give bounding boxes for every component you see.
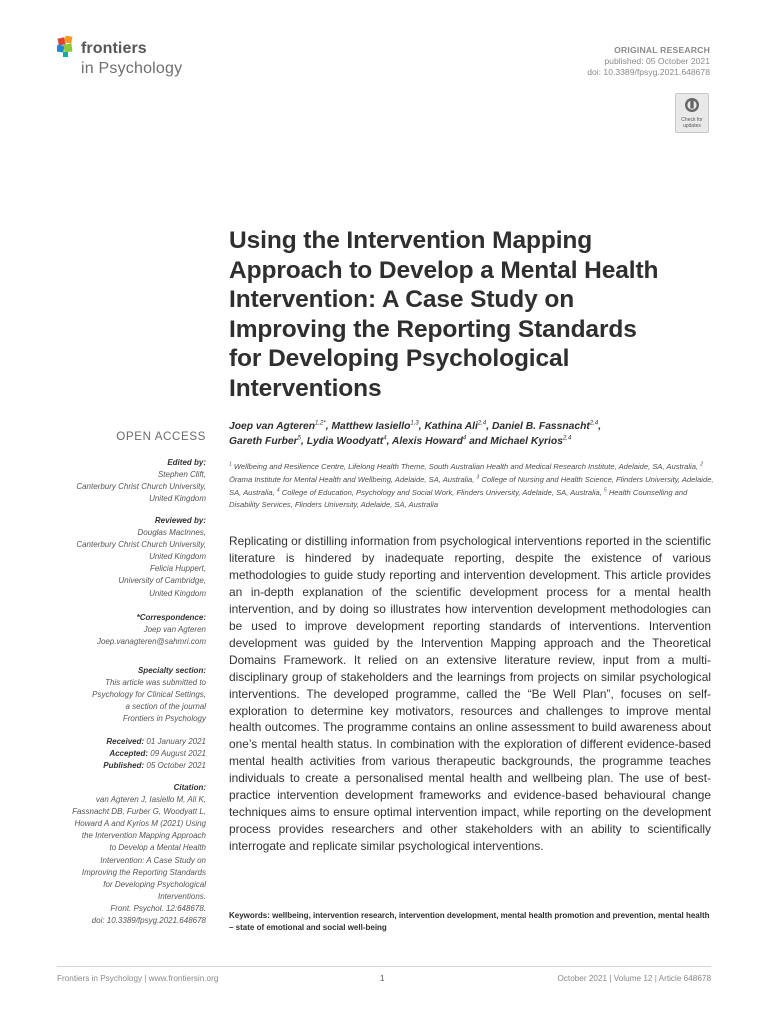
published-value: 05 October 2021	[144, 761, 206, 771]
specialty-section	[92, 665, 206, 725]
specialty-line: a section of the journal	[125, 702, 206, 712]
author-list	[229, 419, 699, 450]
citation-heading: Citation:	[173, 783, 206, 792]
title-line: Approach to Develop a Mental Health	[229, 256, 659, 284]
affiliation-marker: 5	[603, 487, 607, 494]
author-name[interactable]: Michael Kyrios	[490, 436, 563, 448]
affiliation-text: Ōrama Institute for Mental Health and Wellbeing, Adelaide, SA, Australia,	[229, 474, 477, 484]
author-name[interactable]: Matthew Iasiello	[331, 421, 411, 432]
published-date: published: 05 October 2021	[604, 56, 710, 66]
affiliation-marker: 2	[700, 461, 703, 468]
citation-line: the Intervention Mapping Approach	[81, 831, 206, 841]
author-affiliation-marker: 4	[462, 435, 467, 442]
citation-line: Interventions.	[157, 891, 206, 901]
editor-line: Canterbury Christ Church University,	[76, 482, 206, 492]
citation-line: Front. Psychol. 12:648678.	[110, 903, 206, 913]
citation-line: for Developing Psychological	[103, 879, 206, 889]
title-line: Using the Intervention Mapping	[229, 227, 593, 254]
title-line: Improving the Reporting Standards	[229, 315, 637, 343]
title-line: Intervention: A Case Study on	[229, 286, 575, 314]
author-affiliation-marker: 2,4	[562, 435, 572, 442]
affiliation-text: Health Counselling and Disability Services, Flinders University, Adelaide, SA, Australia	[229, 487, 688, 510]
correspondence-email-link[interactable]: Joep.vanagteren@sahmri.com	[96, 637, 206, 647]
author-name[interactable]: Lydia Woodyatt	[306, 436, 384, 448]
affiliation-text: Wellbeing and Resilience Centre, Lifelong Health Theme, South Australian Health and Medical Research Institute, Adelaide, SA, Australia,	[231, 462, 701, 471]
title-line: Interventions	[229, 374, 382, 402]
specialty-line: This article was submitted to	[105, 678, 206, 688]
received-label: Received:	[106, 737, 145, 746]
page-number: 1	[380, 974, 385, 983]
check-updates-label-2: updates	[683, 122, 701, 129]
author-affiliation-marker: 1,2*	[315, 420, 326, 427]
author-separator: ,	[325, 421, 332, 432]
citation-section	[72, 782, 206, 927]
published-label: Published:	[103, 761, 145, 771]
citation-line: Fassnacht DB, Furber G, Woodyatt L,	[72, 807, 206, 817]
edited-by-section	[76, 457, 206, 505]
reviewer-line: Canterbury Christ Church University,	[76, 540, 206, 550]
author-separator: ,	[598, 421, 602, 432]
received-value: 01 January 2021	[144, 737, 206, 746]
author-name[interactable]: Alexis Howard	[391, 436, 463, 448]
abstract-text: Replicating or distilling information from psychological interventions reported in the scientific literature is hindered by inadequate reporting, despite the existence of various methodologies to guide study reporting and intervention development. This article provides an in-depth explanation of the scientific development process for a mental health intervention, and by doing so illustrates how intervention development methodologies can be used to improve development reporting standards of interventions. Intervention development was guided by the Intervention Mapping approach and the Theoretical Domains Framework. It relied on an extensive literature review, input from a multi-disciplinary group of stakeholders and the learnings from projects on similar psychological interventions. The developed programme, called the “Be Well Plan”, focuses on self-exploration to determine key motivators, resources and challenges to improve mental health outcomes. The programme contains an online assessment to build awareness about one’s mental health status. In combination with the exploration of different evidence-based mental health activities from various therapeutic backgrounds, the programme teaches individuals to create a personalised mental health and wellbeing plan. The use of best-practice intervention development frameworks and evidence-based behavioural change techniques aims to ensure optimal intervention impact, while reporting on the development process provides researchers and other stakeholders with an ability to scientifically interrogate and replicate similar psychological interventions.	[229, 534, 711, 854]
article-type: ORIGINAL RESEARCH	[614, 45, 710, 55]
published-date-side	[103, 760, 206, 772]
author-affiliation-marker: 2,4	[589, 420, 599, 427]
citation-doi-link[interactable]: doi: 10.3389/fpsyg.2021.648678	[91, 916, 206, 926]
citation-line: Improving the Reporting Standards	[81, 867, 206, 877]
citation-line: Intervention: A Case Study on	[100, 855, 206, 865]
logo-text-frontiers: frontiers	[81, 40, 147, 57]
author-separator: ,	[486, 421, 492, 432]
received-date	[103, 736, 206, 748]
check-updates-icon	[684, 97, 700, 113]
correspondence-name: Joep van Agteren	[143, 625, 206, 635]
citation-line: to Develop a Mental Health	[109, 843, 206, 853]
reviewer-line: United Kingdom	[149, 588, 206, 598]
open-access-label: OPEN ACCESS	[116, 430, 206, 443]
author-name[interactable]: Daniel B. Fassnacht	[491, 421, 590, 432]
article-doi: doi: 10.3389/fpsyg.2021.648678	[587, 67, 710, 77]
affiliations	[229, 461, 715, 512]
accepted-value: 09 August 2021	[148, 749, 206, 759]
article-title	[229, 226, 729, 404]
author-separator: and	[466, 436, 491, 448]
logo-text-journal: in Psychology	[81, 60, 183, 77]
author-affiliation-marker: 4	[383, 435, 387, 442]
author-separator: ,	[301, 436, 307, 448]
check-updates-label-1: Check for	[681, 117, 703, 123]
correspondence-heading: *Correspondence:	[136, 613, 206, 622]
reviewer-line[interactable]: Douglas MacInnes,	[137, 528, 206, 538]
author-affiliation-marker: 1,3	[410, 420, 419, 427]
specialty-line: Psychology for Clinical Settings,	[92, 690, 206, 700]
reviewer-line: United Kingdom	[149, 552, 206, 562]
citation-line: van Agteren J, Iasiello M, Ali K,	[95, 795, 206, 805]
affiliation-marker: 3	[476, 474, 480, 481]
footer-journal-link[interactable]: Frontiers in Psychology | www.frontiersin.org	[57, 974, 219, 983]
specialty-line: Frontiers in Psychology	[122, 714, 206, 724]
specialty-heading: Specialty section:	[137, 666, 206, 675]
author-name[interactable]: Kathina Ali	[424, 421, 478, 432]
affiliation-text: College of Nursing and Health Science, Flinders University, Adelaide, SA, Australia,	[229, 474, 714, 497]
dates-section	[103, 736, 206, 772]
title-line: for Developing Psychological	[229, 345, 570, 373]
author-affiliation-marker: 2,4	[477, 420, 487, 427]
author-name[interactable]: Gareth Furber	[229, 436, 298, 448]
author-affiliation-marker: 5	[297, 435, 302, 442]
citation-line: Howard A and Kyrios M (2021) Using	[74, 819, 206, 829]
reviewer-line: University of Cambridge,	[118, 576, 206, 586]
affiliation-marker: 1	[229, 461, 232, 468]
reviewed-by-section	[76, 515, 206, 600]
frontiers-logo-icon	[57, 36, 79, 58]
footer-issue-info: October 2021 | Volume 12 | Article 648678	[557, 974, 711, 983]
reviewer-line[interactable]: Felicia Huppert,	[149, 564, 206, 574]
author-name[interactable]: Joep van Agteren	[229, 421, 316, 432]
keywords: Keywords: wellbeing, intervention research, intervention development, mental health promotion and prevention, mental health – state of emotional and social well-being	[229, 911, 710, 932]
accepted-label: Accepted:	[109, 749, 149, 759]
journal-logo	[57, 34, 207, 82]
author-separator: ,	[418, 421, 425, 432]
article-meta	[587, 45, 710, 78]
author-separator: ,	[386, 436, 392, 448]
affiliation-text: College of Education, Psychology and Social Work, Flinders University, Adelaide, SA, Australia,	[279, 487, 604, 497]
reviewed-by-heading: Reviewed by:	[154, 516, 206, 525]
affiliation-marker: 4	[276, 487, 280, 494]
accepted-date	[103, 748, 206, 760]
correspondence-section	[97, 612, 206, 648]
editor-line: United Kingdom	[149, 494, 206, 504]
check-for-updates-button[interactable]	[675, 93, 709, 133]
editor-line[interactable]: Stephen Clift,	[157, 470, 206, 480]
footer-divider	[57, 966, 711, 967]
edited-by-heading: Edited by:	[167, 458, 206, 467]
